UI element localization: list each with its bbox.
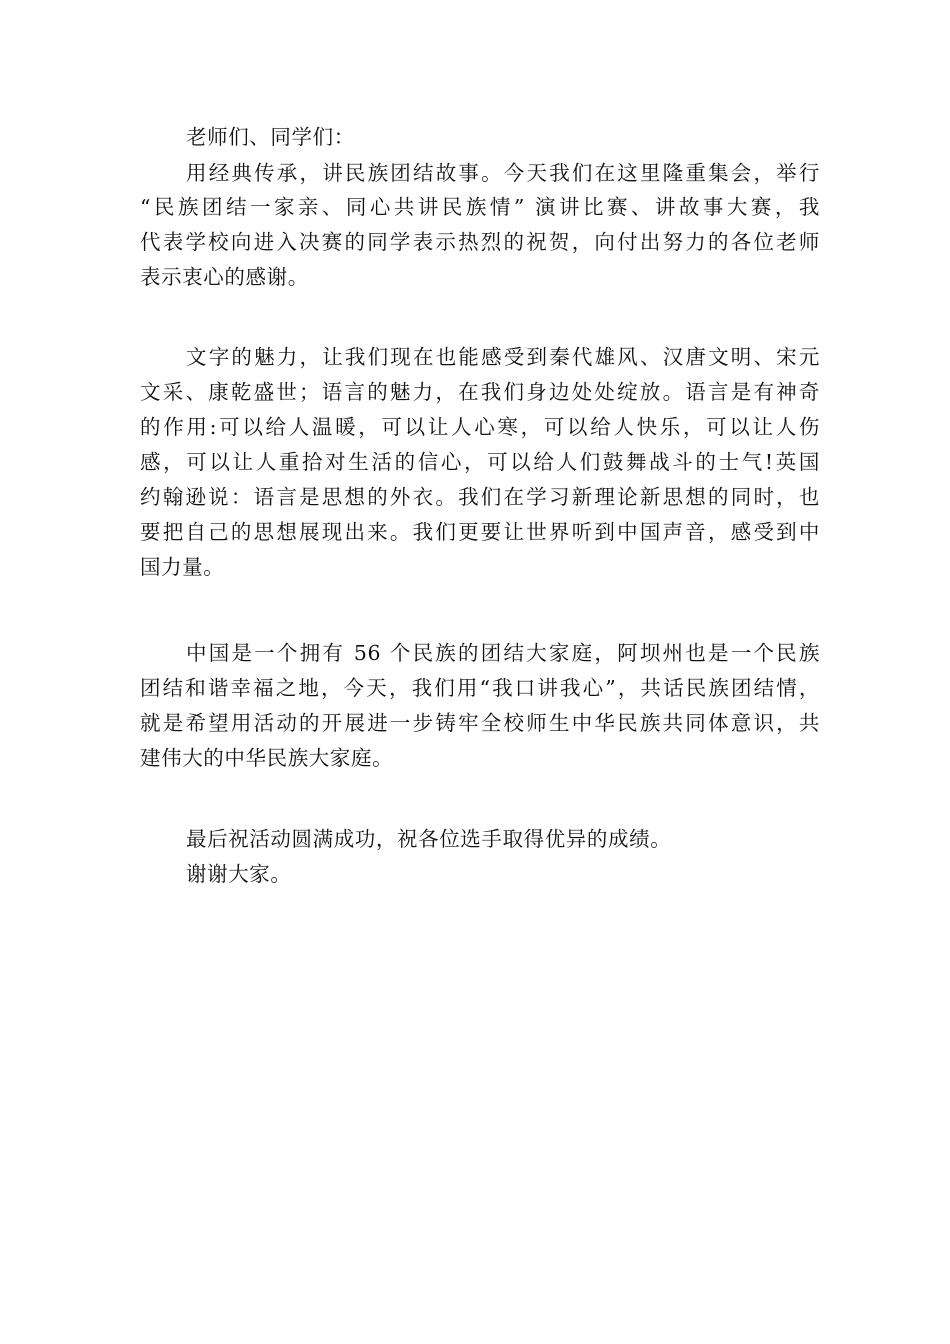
paragraph-2-line-4: 感，可以让人重拾对生活的信心，可以给人们鼓舞战斗的士气!英国 <box>140 450 820 474</box>
paragraph-2-line-3: 的作用:可以给人温暖，可以让人心寒，可以给人快乐，可以让人伤 <box>140 415 820 439</box>
closing-wish: 最后祝活动圆满成功，祝各位选手取得优异的成绩。 <box>186 827 672 851</box>
paragraph-1-line-2: “民族团结一家亲、同心共讲民族情” 演讲比赛、讲故事大赛，我 <box>140 195 820 219</box>
greeting: 老师们、同学们： <box>186 125 355 149</box>
paragraph-2-line-1: 文字的魅力，让我们现在也能感受到秦代雄风、汉唐文明、宋元 <box>186 345 820 369</box>
paragraph-1-line-1: 用经典传承，讲民族团结故事。今天我们在这里隆重集会，举行 <box>186 161 820 185</box>
paragraph-2-line-5: 约翰逊说：语言是思想的外衣。我们在学习新理论新思想的同时，也 <box>140 485 820 509</box>
paragraph-3-line-1: 中国是一个拥有 56 个民族的团结大家庭，阿坝州也是一个民族 <box>186 641 820 665</box>
paragraph-1-line-4: 表示衷心的感谢。 <box>140 265 309 289</box>
paragraph-3-line-4: 建伟大的中华民族大家庭。 <box>140 746 394 770</box>
thanks: 谢谢大家。 <box>186 862 292 886</box>
paragraph-2-line-2: 文采、康乾盛世；语言的魅力，在我们身边处处绽放。语言是有神奇 <box>140 380 820 404</box>
paragraph-2-line-7: 国力量。 <box>140 555 225 579</box>
paragraph-3-line-3: 就是希望用活动的开展进一步铸牢全校师生中华民族共同体意识，共 <box>140 711 820 735</box>
paragraph-2-line-6: 要把自己的思想展现出来。我们更要让世界听到中国声音，感受到中 <box>140 520 820 544</box>
paragraph-3-line-2: 团结和谐幸福之地，今天，我们用“我口讲我心”，共话民族团结情， <box>140 676 820 700</box>
paragraph-1-line-3: 代表学校向进入决赛的同学表示热烈的祝贺，向付出努力的各位老师 <box>140 230 820 254</box>
